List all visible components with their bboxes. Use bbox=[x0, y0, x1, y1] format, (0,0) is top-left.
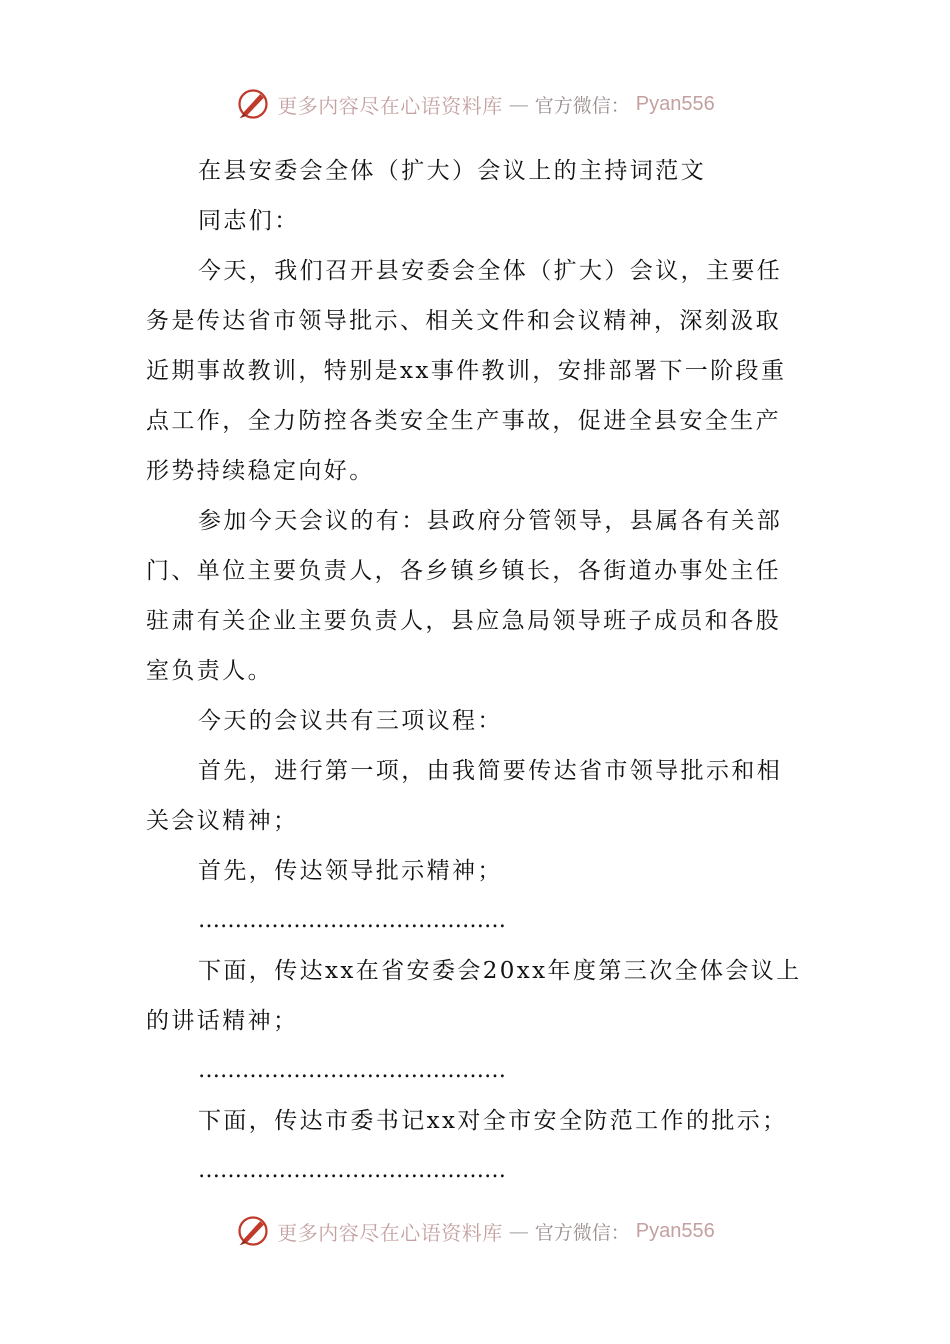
document-title: 在县安委会全体（扩大）会议上的主持词范文 bbox=[198, 158, 706, 184]
paragraph-line: 门、单位主要负责人，各乡镇乡镇长，各街道办事处主任 bbox=[146, 558, 781, 584]
paragraph-line: 室负责人。 bbox=[146, 658, 273, 684]
paragraph-line: 务是传达省市领导批示、相关文件和会议精神，深刻汲取 bbox=[146, 308, 781, 334]
paragraph-line: 首先，进行第一项，由我简要传达省市领导批示和相 bbox=[198, 758, 783, 784]
paragraph-4 bbox=[146, 746, 808, 846]
paragraph-line: 参加今天会议的有：县政府分管领导，县属各有关部 bbox=[198, 508, 783, 534]
ellipsis-line: …………………………………… bbox=[198, 1158, 506, 1183]
paragraph-6 bbox=[146, 946, 808, 1046]
salutation: 同志们： bbox=[198, 208, 300, 234]
ellipsis-line: …………………………………… bbox=[198, 908, 506, 933]
paragraph-line: 近期事故教训，特别是xx事件教训，安排部署下一阶段重 bbox=[146, 358, 787, 384]
footer-watermark-banner bbox=[0, 1211, 950, 1251]
paragraph-5: 首先，传达领导批示精神； bbox=[198, 858, 503, 884]
paragraph-line: 的讲话精神； bbox=[146, 1008, 299, 1034]
ellipsis-line: …………………………………… bbox=[198, 1058, 506, 1083]
document-body bbox=[146, 146, 808, 1196]
banner-wechat-label: 官方微信： bbox=[534, 1221, 630, 1244]
header-watermark-banner bbox=[0, 84, 950, 124]
banner-main-text: 更多内容尽在心语资料库 bbox=[277, 93, 503, 118]
paragraph-line: 下面，传达xx在省安委会20xx年度第三次全体会议上 bbox=[198, 958, 802, 984]
banner-separator: — bbox=[508, 92, 529, 116]
paragraph-7: 下面，传达市委书记xx对全市安全防范工作的批示； bbox=[198, 1108, 788, 1134]
paragraph-line: 点工作，全力防控各类安全生产事故，促进全县安全生产 bbox=[146, 408, 781, 434]
paragraph-line: 关会议精神； bbox=[146, 808, 299, 834]
paragraph-line: 驻肃有关企业主要负责人，县应急局领导班子成员和各股 bbox=[146, 608, 781, 634]
banner-wechat-label: 官方微信： bbox=[534, 94, 630, 117]
paragraph-line: 形势持续稳定向好。 bbox=[146, 458, 375, 484]
banner-separator: — bbox=[508, 1219, 529, 1243]
paragraph-line: 今天，我们召开县安委会全体（扩大）会议，主要任 bbox=[198, 258, 783, 284]
pen-circle-logo-icon bbox=[235, 1213, 271, 1249]
paragraph-2 bbox=[146, 496, 808, 696]
paragraph-3: 今天的会议共有三项议程： bbox=[198, 708, 503, 734]
paragraph-1 bbox=[146, 246, 808, 496]
banner-wechat-id: Pyan556 bbox=[635, 92, 715, 115]
banner-wechat-id: Pyan556 bbox=[635, 1219, 715, 1242]
banner-main-text: 更多内容尽在心语资料库 bbox=[277, 1220, 503, 1245]
pen-circle-logo-icon bbox=[235, 86, 271, 122]
